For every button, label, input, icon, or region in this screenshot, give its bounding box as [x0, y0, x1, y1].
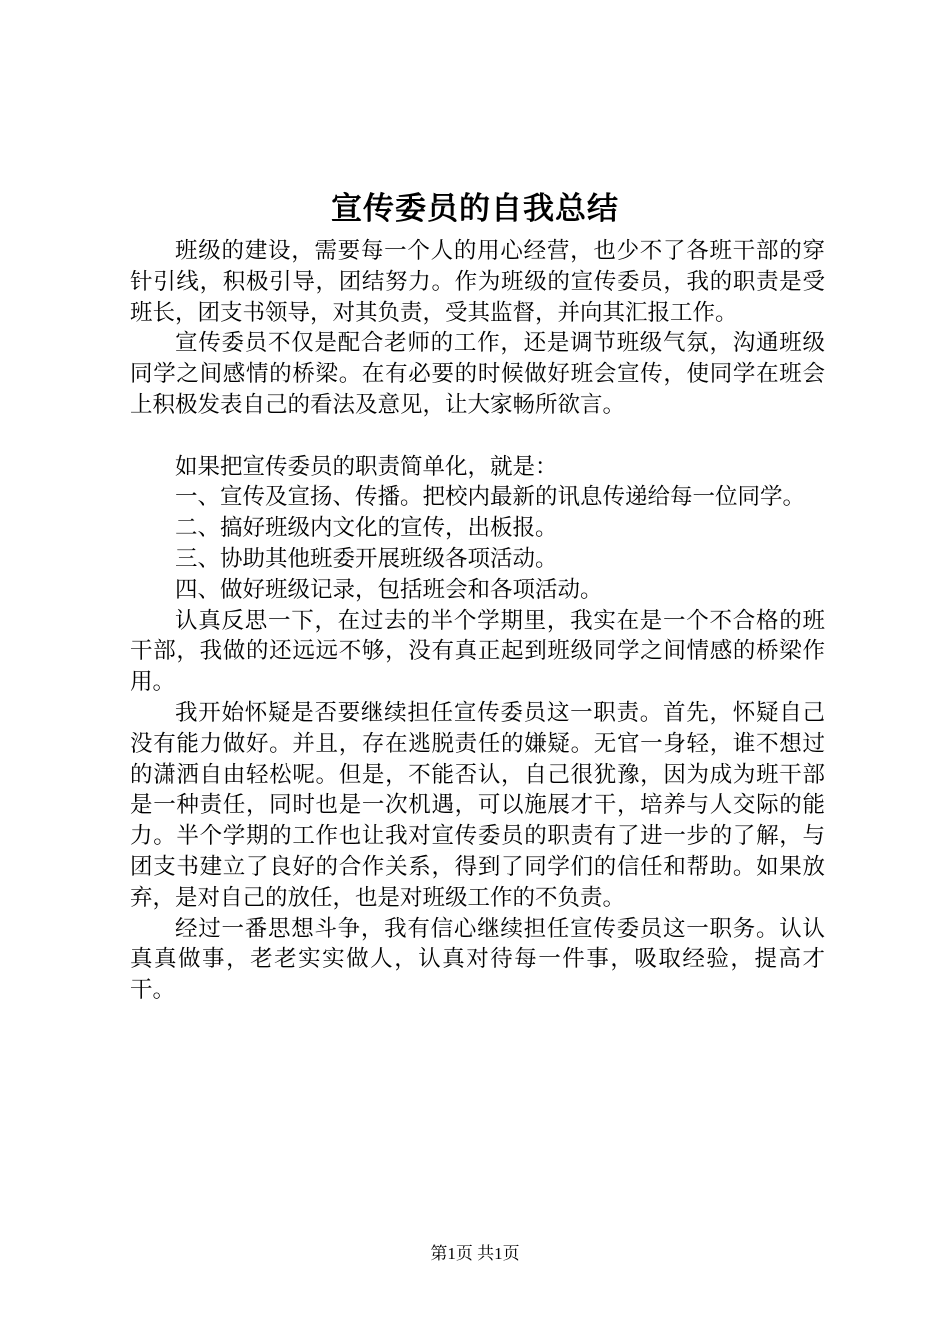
list-item-1: 一、宣传及宣扬、传播。把校内最新的讯息传递给每一位同学。: [175, 484, 806, 511]
document-body: [130, 236, 825, 1006]
list-item-3: 三、协助其他班委开展班级各项活动。: [175, 545, 558, 572]
list-item-2: 二、搞好班级内文化的宣传，出板报。: [175, 515, 558, 542]
paragraph-3: 如果把宣传委员的职责简单化，就是：: [175, 453, 558, 480]
list-item-4: 四、做好班级记录，包括班会和各项活动。: [175, 576, 603, 603]
paragraph-2: 宣传委员不仅是配合老师的工作，还是调节班级气氛，沟通班级同学之间感情的桥梁。在有必要的时候做好班会宣传，使同学在班会上积极发表自己的看法及意见，让大家畅所欲言。: [130, 330, 825, 418]
paragraph-4: 认真反思一下，在过去的半个学期里，我实在是一个不合格的班干部，我做的还远远不够，没有真正起到班级同学之间情感的桥梁作用。: [130, 607, 825, 696]
paragraph-1: 班级的建设，需要每一个人的用心经营，也少不了各班干部的穿针引线，积极引导，团结努力。作为班级的宣传委员，我的职责是受班长，团支书领导，对其负责，受其监督，并向其汇报工作。: [130, 238, 825, 326]
blank-line: [130, 421, 825, 452]
paragraph-6: 经过一番思想斗争，我有信心继续担任宣传委员这一职务。认认真真做事，老老实实做人，认真对待每一件事，吸取经验，提高才干。: [130, 915, 825, 1004]
paragraph-5: 我开始怀疑是否要继续担任宣传委员这一职责。首先，怀疑自己没有能力做好。并且，存在逃脱责任的嫌疑。无官一身轻，谁不想过的潇洒自由轻松呢。但是，不能否认，自己很犹豫，因为成为班干部是一种责任，同时也是一次机遇，可以施展才干，培养与人交际的能力。半个学期的工作也让我对宣传委员的职责有了进一步的了解，与团支书建立了良好的合作关系，得到了同学们的信任和帮助。如果放弃，是对自己的放任，也是对班级工作的不负责。: [130, 699, 825, 911]
document-title: 宣传委员的自我总结: [331, 191, 619, 227]
page-footer: 第1页 共1页: [430, 1244, 520, 1263]
